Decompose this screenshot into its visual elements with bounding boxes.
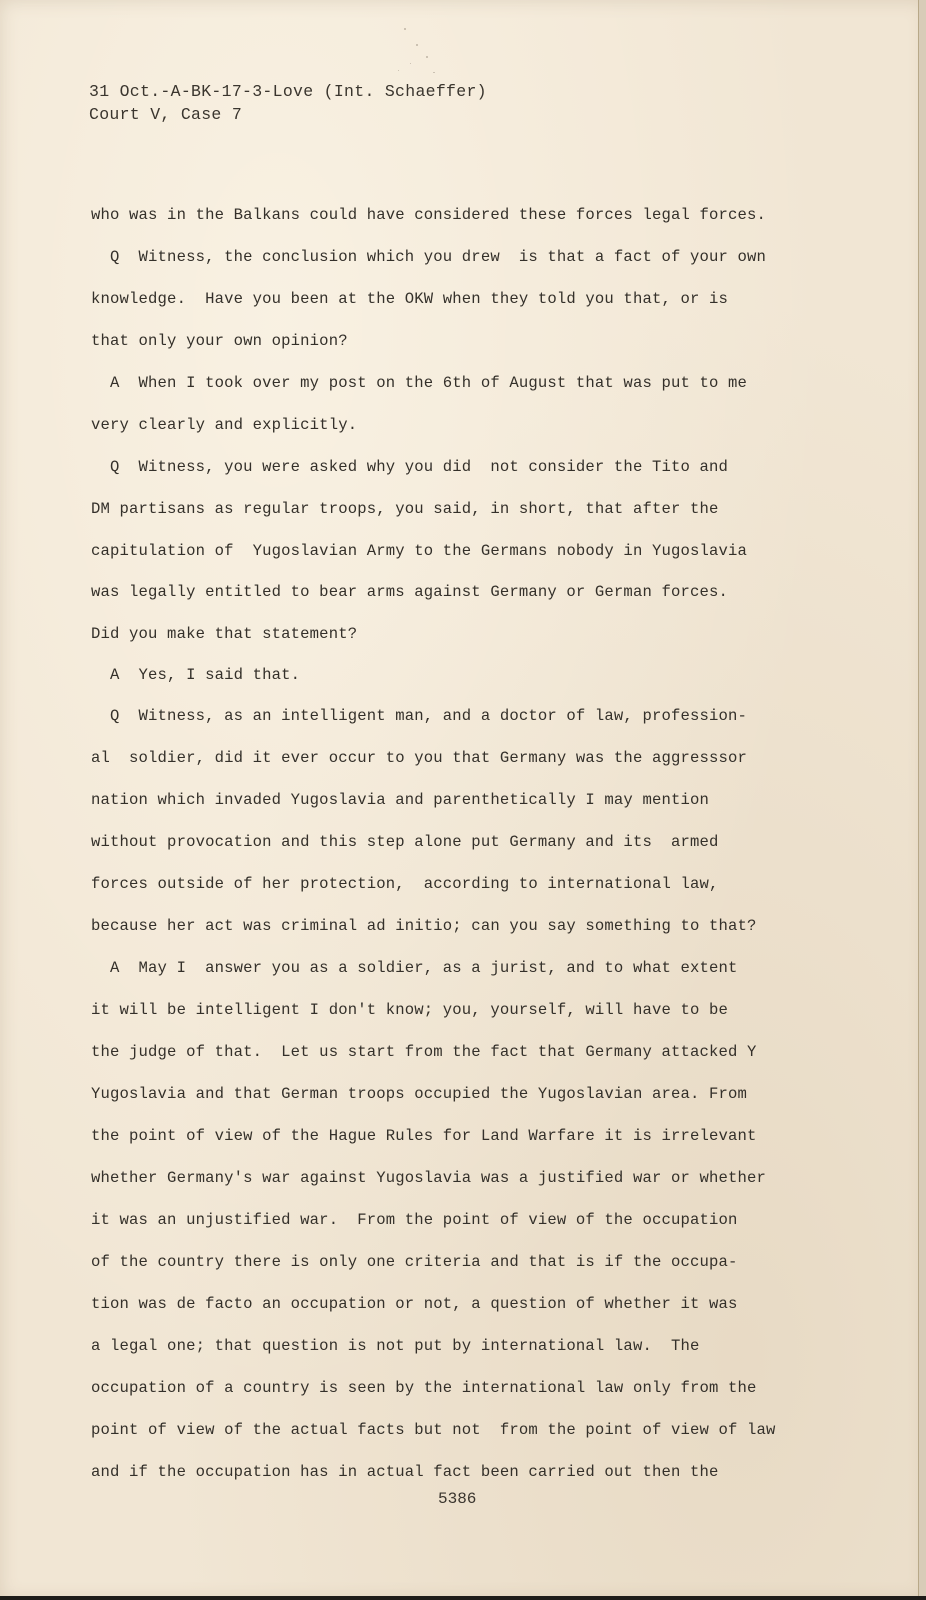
transcript-line: whether Germany's war against Yugoslavia was a justified war or whether: [91, 1169, 767, 1187]
transcript-line: nation which invaded Yugoslavia and parenthetically I may mention: [91, 791, 710, 809]
page-edge: [918, 0, 926, 1600]
paper-speck: [410, 63, 411, 64]
transcript-line: without provocation and this step alone put Germany and its armed: [91, 833, 719, 851]
transcript-line: a legal one; that question is not put by international law. The: [91, 1337, 700, 1355]
paper-speck: [404, 28, 406, 30]
header-court: Court V, Case 7: [89, 105, 243, 124]
transcript-line: A May I answer you as a soldier, as a jurist, and to what extent: [91, 959, 738, 977]
paper-speck: [416, 44, 418, 46]
transcript-line: it will be intelligent I don't know; you, yourself, will have to be: [91, 1001, 729, 1019]
transcript-line: A When I took over my post on the 6th of August that was put to me: [91, 374, 748, 392]
transcript-line: occupation of a country is seen by the international law only from the: [91, 1379, 757, 1397]
transcript-line: al soldier, did it ever occur to you that Germany was the aggresssor: [91, 749, 748, 767]
paper-speck: [398, 70, 399, 71]
transcript-line: A Yes, I said that.: [91, 666, 301, 684]
transcript-line: Yugoslavia and that German troops occupied the Yugoslavian area. From: [91, 1085, 748, 1103]
transcript-line: the point of view of the Hague Rules for Land Warfare it is irrelevant: [91, 1127, 757, 1145]
header-reference: 31 Oct.-A-BK-17-3-Love (Int. Schaeffer): [89, 82, 487, 101]
transcript-line: that only your own opinion?: [91, 332, 348, 350]
transcript-line: DM partisans as regular troops, you said, in short, that after the: [91, 500, 719, 518]
transcript-line: and if the occupation has in actual fact been carried out then the: [91, 1463, 719, 1481]
transcript-line: Q Witness, as an intelligent man, and a doctor of law, profession-: [91, 707, 748, 725]
paper-speck: [426, 56, 428, 58]
transcript-line: of the country there is only one criteria and that is if the occupa-: [91, 1253, 738, 1271]
transcript-line: Q Witness, the conclusion which you drew is that a fact of your own: [91, 248, 767, 266]
document-header: [89, 80, 487, 126]
transcript-line: point of view of the actual facts but not from the point of view of law: [91, 1421, 776, 1439]
transcript-line: forces outside of her protection, according to international law,: [91, 875, 719, 893]
transcript-line: who was in the Balkans could have considered these forces legal forces.: [91, 206, 767, 224]
paper-speck: [433, 72, 435, 73]
transcript-line: very clearly and explicitly.: [91, 416, 358, 434]
transcript-line: the judge of that. Let us start from the fact that Germany attacked Y: [91, 1043, 757, 1061]
transcript-line: Q Witness, you were asked why you did not consider the Tito and: [91, 458, 729, 476]
transcript-line: capitulation of Yugoslavian Army to the Germans nobody in Yugoslavia: [91, 542, 748, 560]
transcript-line: Did you make that statement?: [91, 625, 358, 643]
page-number: 5386: [438, 1490, 477, 1508]
transcript-line: knowledge. Have you been at the OKW when they told you that, or is: [91, 290, 729, 308]
transcript-line: because her act was criminal ad initio; can you say something to that?: [91, 917, 757, 935]
page-bottom-shadow: [0, 1596, 926, 1600]
transcript-line: was legally entitled to bear arms against Germany or German forces.: [91, 583, 729, 601]
transcript-line: tion was de facto an occupation or not, a question of whether it was: [91, 1295, 738, 1313]
transcript-line: it was an unjustified war. From the point of view of the occupation: [91, 1211, 738, 1229]
